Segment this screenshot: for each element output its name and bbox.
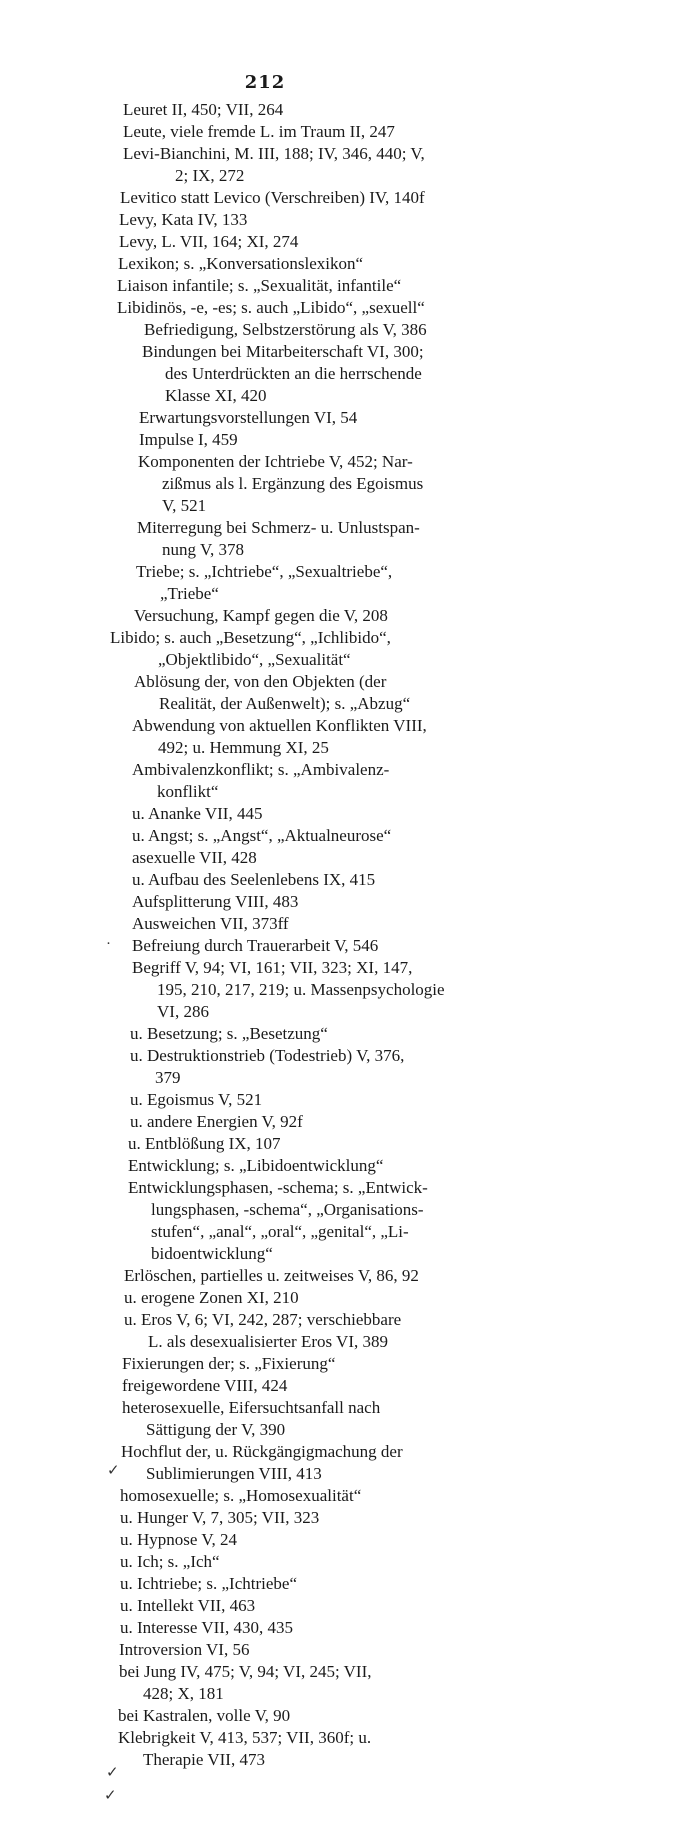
index-entry: Libido; s. auch „Besetzung“, „Ichlibido“, <box>110 628 391 647</box>
index-entry: u. Destruktionstrieb (Todestrieb) V, 376, <box>130 1046 405 1065</box>
index-entry: Klebrigkeit V, 413, 537; VII, 360f; u. <box>118 1728 372 1747</box>
index-entry: u. Hypnose V, 24 <box>120 1530 237 1549</box>
index-entry: Versuchung, Kampf gegen die V, 208 <box>134 606 388 625</box>
index-entry: Fixierungen der; s. „Fixierung“ <box>122 1354 336 1373</box>
index-entry: 428; X, 181 <box>143 1684 224 1703</box>
index-entry: u. Hunger V, 7, 305; VII, 323 <box>120 1508 320 1527</box>
index-entry: u. Entblößung IX, 107 <box>128 1134 281 1153</box>
index-entry: Komponenten der Ichtriebe V, 452; Nar- <box>138 452 413 471</box>
index-entry: bidoentwicklung“ <box>151 1244 273 1263</box>
margin-mark: ✓ <box>107 1463 120 1479</box>
index-entry: u. Eros V, 6; VI, 242, 287; verschiebbare <box>124 1310 402 1329</box>
margin-mark: ✓ <box>106 1765 119 1781</box>
index-entry: Bindungen bei Mitarbeiterschaft VI, 300; <box>142 342 424 361</box>
index-entry: u. andere Energien V, 92f <box>130 1112 303 1131</box>
margin-mark: · <box>106 936 111 952</box>
index-entry: zißmus als l. Ergänzung des Egoismus <box>162 474 424 493</box>
index-entry: Levy, Kata IV, 133 <box>119 210 248 229</box>
index-entry: freigewordene VIII, 424 <box>122 1376 288 1395</box>
index-entry: Befriedigung, Selbstzerstörung als V, 386 <box>144 320 427 339</box>
margin-mark: ✓ <box>104 1788 117 1804</box>
index-entry: Klasse XI, 420 <box>165 386 267 405</box>
index-entry: Aufsplitterung VIII, 483 <box>132 892 299 911</box>
index-entry: VI, 286 <box>157 1002 209 1021</box>
index-entry: Triebe; s. „Ichtriebe“, „Sexualtriebe“, <box>136 562 393 581</box>
index-entry: bei Kastralen, volle V, 90 <box>118 1706 291 1725</box>
index-entry: Levi-Bianchini, M. III, 188; IV, 346, 440; V, <box>123 144 425 163</box>
index-entry: Miterregung bei Schmerz- u. Unlustspan- <box>137 518 420 537</box>
index-entry: u. Besetzung; s. „Besetzung“ <box>130 1024 328 1043</box>
index-entry: Ausweichen VII, 373ff <box>132 914 289 933</box>
index-entry: 195, 210, 217, 219; u. Massenpsychologie <box>157 980 445 999</box>
index-entry: L. als desexualisierter Eros VI, 389 <box>148 1332 388 1351</box>
index-entry: Entwicklung; s. „Libidoentwicklung“ <box>128 1156 384 1175</box>
index-entry: Sättigung der V, 390 <box>146 1420 286 1439</box>
index-entry: Befreiung durch Trauerarbeit V, 546 <box>132 936 379 955</box>
index-entry: Ambivalenzkonflikt; s. „Ambivalenz- <box>132 760 390 779</box>
index-entry: u. Intellekt VII, 463 <box>120 1596 256 1615</box>
index-entry: Leute, viele fremde L. im Traum II, 247 <box>123 122 395 141</box>
index-entry: Ablösung der, von den Objekten (der <box>134 672 387 691</box>
index-entry: nung V, 378 <box>162 540 245 559</box>
index-entry: Hochflut der, u. Rückgängigmachung der <box>121 1442 403 1461</box>
page-number: 212 <box>244 72 286 93</box>
index-entry: Libidinös, -e, -es; s. auch „Libido“, „sexuell“ <box>117 298 425 317</box>
index-entry: lungsphasen, -schema“, „Organisations- <box>151 1200 424 1219</box>
index-entry: u. Ich; s. „Ich“ <box>120 1552 220 1571</box>
index-entry: konflikt“ <box>157 782 219 801</box>
index-entry: bei Jung IV, 475; V, 94; VI, 245; VII, <box>119 1662 372 1681</box>
index-entry: 2; IX, 272 <box>175 166 245 185</box>
index-entry: Levitico statt Levico (Verschreiben) IV, 140f <box>120 188 425 207</box>
index-entry: homosexuelle; s. „Homosexualität“ <box>120 1486 362 1505</box>
index-entry: Erlöschen, partielles u. zeitweises V, 86, 92 <box>124 1266 419 1285</box>
index-entry: u. Ichtriebe; s. „Ichtriebe“ <box>120 1574 297 1593</box>
index-entry: Levy, L. VII, 164; XI, 274 <box>119 232 299 251</box>
index-entry: u. Angst; s. „Angst“, „Aktualneurose“ <box>132 826 392 845</box>
index-entry: Lexikon; s. „Konversationslexikon“ <box>118 254 364 273</box>
index-entry: 379 <box>155 1068 181 1087</box>
index-entry: Begriff V, 94; VI, 161; VII, 323; XI, 147, <box>132 958 413 977</box>
index-entry: V, 521 <box>162 496 207 515</box>
index-entry: Therapie VII, 473 <box>143 1750 265 1769</box>
index-entry: stufen“, „anal“, „oral“, „genital“, „Li- <box>151 1222 409 1241</box>
index-entry: Leuret II, 450; VII, 264 <box>123 100 284 119</box>
index-entry: Introversion VI, 56 <box>119 1640 250 1659</box>
index-entry: Erwartungsvorstellungen VI, 54 <box>139 408 358 427</box>
index-entry: des Unterdrückten an die herrschende <box>165 364 422 383</box>
index-entry: heterosexuelle, Eifersuchtsanfall nach <box>122 1398 381 1417</box>
index-entry: „Triebe“ <box>160 584 219 603</box>
index-entry: Impulse I, 459 <box>139 430 238 449</box>
index-entry: Entwicklungsphasen, -schema; s. „Entwick- <box>128 1178 428 1197</box>
index-entry: Realität, der Außenwelt); s. „Abzug“ <box>159 694 411 713</box>
index-entry: Sublimierungen VIII, 413 <box>146 1464 322 1483</box>
index-entry: Abwendung von aktuellen Konflikten VIII, <box>132 716 427 735</box>
index-entry: u. Aufbau des Seelenlebens IX, 415 <box>132 870 376 889</box>
index-entry: u. Egoismus V, 521 <box>130 1090 263 1109</box>
index-entry: Liaison infantile; s. „Sexualität, infantile“ <box>117 276 402 295</box>
index-entry: „Objektlibido“, „Sexualität“ <box>158 650 351 669</box>
index-entry: u. erogene Zonen XI, 210 <box>124 1288 299 1307</box>
index-entry: asexuelle VII, 428 <box>132 848 257 867</box>
index-entry: 492; u. Hemmung XI, 25 <box>158 738 329 757</box>
index-entry: u. Interesse VII, 430, 435 <box>120 1618 293 1637</box>
index-entry: u. Ananke VII, 445 <box>132 804 263 823</box>
